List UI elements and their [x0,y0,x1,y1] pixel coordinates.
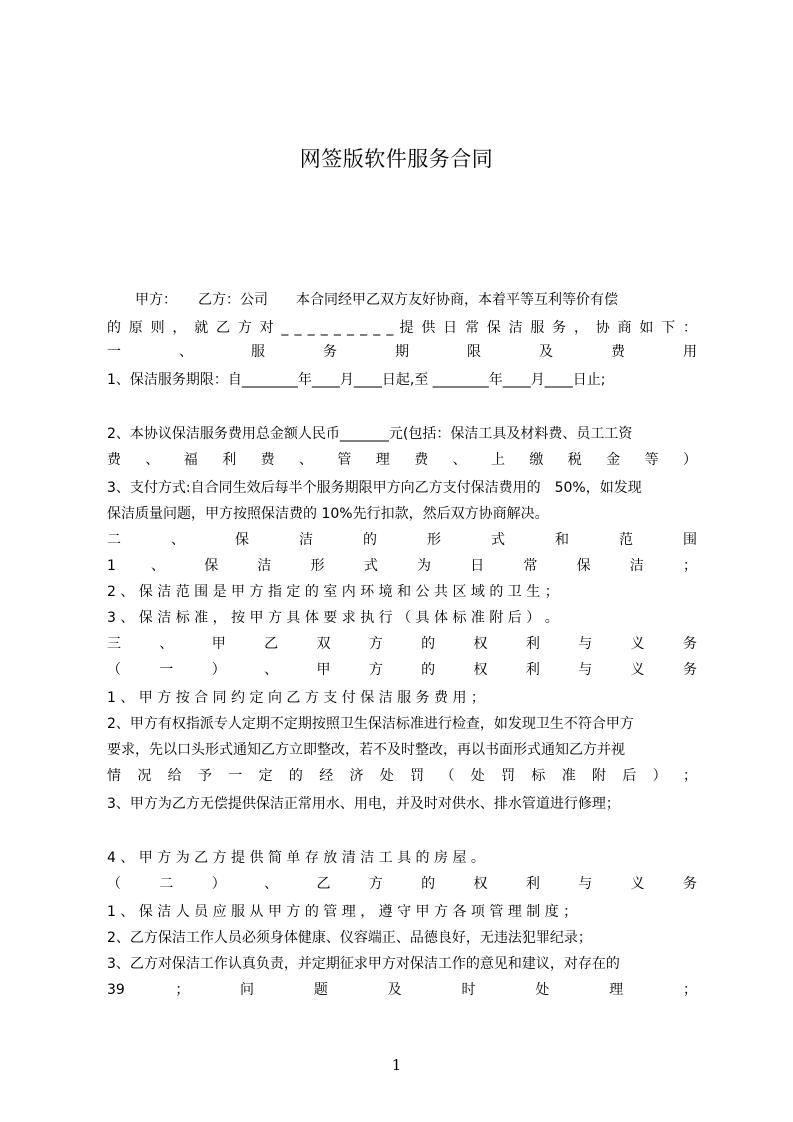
section-heading: 三 、 甲 乙 双 方 的 权 利 与 义 务 [107,636,697,652]
paragraph-line: 的 原 则 ， 就 乙 方 对 _ _ _ _ _ _ _ _ _ 提 供 日 常 保 洁 服 务 ， 协 商 如 下 ： [107,320,697,336]
paragraph-line: 2、乙方保洁工作人员必须身体健康、仪容端正、品德良好，无违法犯罪纪录； [107,930,592,946]
paragraph-line: 要求，先以口头形式通知乙方立即整改，若不及时整改，再以书面形式通知乙方并视 [107,742,625,758]
paragraph-line: 3、乙方对保洁工作认真负责，并定期征求甲方对保洁工作的意见和建议，对存在的 [107,956,620,972]
paragraph-line: 3 、 保 洁 标 准 ， 按 甲 方 具 体 要 求 执 行 （ 具 体 标 准 附 后 ） 。 [107,610,559,626]
paragraph-line: 1 、 甲 方 按 合 同 约 定 向 乙 方 支 付 保 洁 服 务 费 用 ； [107,690,485,706]
subsection-heading: （ 二 ） 、 乙 方 的 权 利 与 义 务 [107,876,697,892]
paragraph-line: 1 、 保 洁 形 式 为 日 常 保 洁 ； [107,558,697,574]
paragraph-line: 2 、 保 洁 范 围 是 甲 方 指 定 的 室 内 环 境 和 公 共 区 域 的 卫 生 ； [107,584,559,600]
subsection-heading: （ 一 ） 、 甲 方 的 权 利 与 义 务 [107,662,697,678]
paragraph-line: 保洁质量问题，甲方按照保洁费的 10%先行扣款，然后双方协商解决。 [107,506,549,522]
paragraph-line: 费 、 福 利 费 、 管 理 费 、 上 缴 税 金 等 ） [107,452,697,468]
document-title: 网签版软件服务合同 [299,147,494,171]
paragraph-line: 情 况 给 予 一 定 的 经 济 处 罚 （ 处 罚 标 准 附 后 ） ； [107,768,697,784]
page-number: 1 [391,1056,402,1074]
paragraph-line: 3、甲方为乙方无偿提供保洁正常用水、用电，并及时对供水、排水管道进行修理； [107,796,620,812]
paragraph-line: 2、甲方有权指派专人定期不定期按照卫生保洁标准进行检查，如发现卫生不符合甲方 [107,716,634,732]
section-heading: 一 、 服 务 期 限 及 费 用 [107,344,697,360]
paragraph-line: 3、支付方式:自合同生效后每半个服务期限甲方向乙方支付保洁费用的 50%，如发现 [107,480,642,496]
contract-body [107,290,697,1010]
paragraph-line: 甲方： 乙方：公司 本合同经甲乙双方友好协商，本着平等互利等价有偿 [107,292,618,308]
paragraph-line: 1 、 保 洁 人 员 应 服 从 甲 方 的 管 理 ， 遵 守 甲 方 各 项 管 理 制 度 ； [107,904,578,920]
paragraph-line: 1、保洁服务期限：自________年____月____日起,至 ________年____月____日止; [107,372,606,388]
paragraph-line: 39 ； 问 题 及 时 处 理 ； [107,982,697,998]
paragraph-line: 4 、 甲 方 为 乙 方 提 供 简 单 存 放 清 洁 工 具 的 房 屋 。 [107,850,485,866]
section-heading: 二 、 保 洁 的 形 式 和 范 围 [107,532,697,548]
paragraph-line: 2、本协议保洁服务费用总金额人民币_______元(包括：保洁工具及材料费、员工工资 [107,426,633,442]
